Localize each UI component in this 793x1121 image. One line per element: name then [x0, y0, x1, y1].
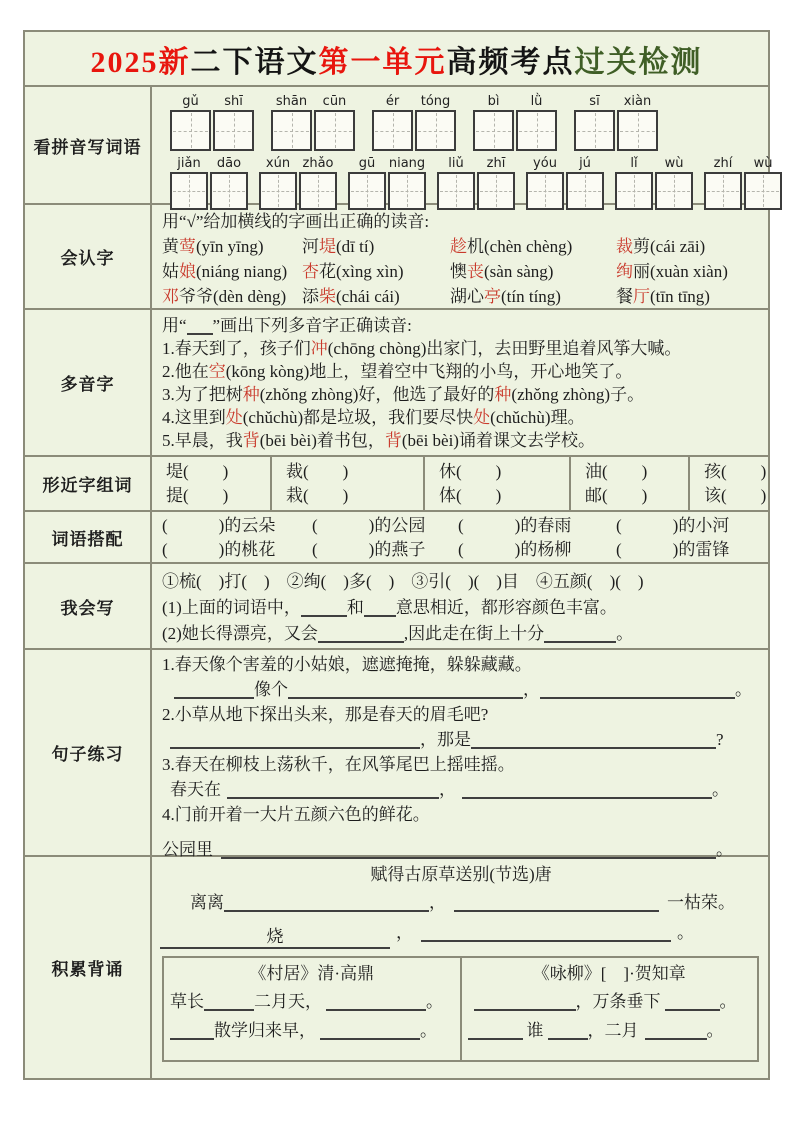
duoyin-sentence: 4.这里到处(chǔchù)都是垃圾，我们要尽快处(chǔchù)理。 — [162, 408, 585, 427]
pinyin-syllable: zhī — [486, 156, 506, 171]
answer-blank — [364, 599, 396, 617]
poem-cunju — [164, 958, 462, 1060]
pinyin-syllable: shī — [224, 94, 243, 109]
renzi-instruction: 用“√”给加横线的字画出正确的读音: — [162, 212, 430, 231]
pinyin-choice-item: 河堤(dī tí) — [302, 237, 375, 256]
dapei-row-2 — [162, 538, 768, 562]
pinyin-choice-item: 杏花(xìng xìn) — [302, 262, 404, 281]
page-title — [91, 37, 703, 81]
poem-title-cunju: 《村居》清·高鼎 — [249, 964, 375, 983]
pinyin-syllable: ér — [385, 94, 400, 109]
writing-box — [574, 110, 615, 151]
poem-line: 烧 ， 。 — [160, 918, 762, 948]
xingjin-pair: 裁( ) 栽( ) — [272, 457, 425, 510]
pinyin-choice-item: 湖心亭(tín tíng) — [450, 287, 561, 306]
writing-box — [271, 110, 312, 151]
section-label-duoyin: 多音字 — [25, 310, 152, 455]
answer-blank — [301, 599, 347, 617]
section-label-beisong: 积累背诵 — [25, 857, 152, 1078]
xingjin-pair: 孩( ) 该( ) — [704, 462, 767, 505]
poem-line: 谁 ，二月 。 — [468, 1016, 752, 1045]
pinyin-syllable: sī — [589, 94, 600, 109]
xingjin-pair: 休( ) 体( ) — [425, 457, 571, 510]
answer-blank — [174, 681, 254, 699]
pinyin-row-2 — [170, 155, 773, 210]
section-label-xie: 我会写 — [25, 564, 152, 648]
poem-line: 离离 ， 一枯荣。 — [190, 893, 735, 912]
poem-title-fudegucao: 赋得古原草送别(节选)唐 — [370, 865, 552, 884]
duoyin-sentence: 1.春天到了，孩子们冲(chōng chòng)出家门，去田野里追着风筝大喊。 — [162, 339, 682, 358]
pinyin-syllable: niang — [388, 156, 426, 171]
pinyin-choice-item: 姑娘(niáng niang) — [162, 262, 288, 281]
poems-subtable — [162, 956, 759, 1062]
xie-question-2: (2)她长得漂亮，又会 ,因此走在街上十分 。 — [162, 624, 634, 643]
answer-blank — [540, 681, 735, 699]
pinyin-syllable: lǐ — [630, 156, 638, 171]
answer-blank — [204, 993, 254, 1011]
answer-blank — [544, 625, 616, 643]
pinyin-syllable: xún — [265, 156, 291, 171]
pinyin-syllable: zhí — [713, 156, 733, 171]
section-similar-chars — [25, 457, 768, 512]
duoyin-sentence: 3.为了把树种(zhǒng zhòng)好，他选了最好的种(zhǒng zhòng)子。 — [162, 385, 645, 404]
pinyin-syllable: wù — [753, 156, 773, 171]
section-label-xingjin: 形近字组词 — [25, 457, 152, 510]
section-pinyin-writing — [25, 87, 773, 205]
section-recitation — [25, 857, 768, 1078]
answer-blank — [288, 681, 523, 699]
pinyin-choice-item: 裁剪(cái zāi) — [616, 237, 706, 256]
pinyin-syllable: dāo — [216, 156, 242, 171]
answer-blank — [224, 894, 429, 912]
section-label-renzi: 会认字 — [25, 205, 152, 308]
pinyin-syllable: shān — [275, 94, 308, 109]
pinyin-syllable: gǔ — [182, 94, 199, 109]
dapei-item: ( )的小河 — [616, 516, 730, 535]
writing-box — [170, 110, 211, 151]
answer-blank: 烧 — [160, 925, 390, 949]
worksheet-table — [23, 30, 773, 1080]
answer-blank — [462, 781, 712, 799]
pinyin-row-1 — [170, 93, 768, 151]
pinyin-choice-item: 餐厅(tīn tīng) — [616, 287, 710, 306]
writing-box — [213, 110, 254, 151]
writing-box — [372, 110, 413, 151]
section-label-pinyin: 看拼音写词语 — [25, 87, 152, 203]
xingjin-grid — [152, 457, 768, 510]
writing-box — [314, 110, 355, 151]
poem-line: ，万条垂下 。 — [468, 987, 752, 1016]
dapei-item: ( )的雷锋 — [616, 540, 730, 559]
answer-blank — [645, 1022, 707, 1040]
duoyin-sentence: 2.他在空(kōng kòng)地上，望着空中飞翔的小鸟，开心地笑了。 — [162, 362, 633, 381]
juzi-fill-2: ，那是 ? — [162, 727, 762, 753]
answer-blank — [187, 317, 213, 335]
answer-blank — [320, 1022, 420, 1040]
title-part-year: 2025新 — [90, 45, 191, 79]
juzi-fill-1: 像个 ， 。 — [162, 677, 762, 703]
title-part-unit: 第一单元 — [318, 45, 447, 79]
pinyin-syllable: gū — [358, 156, 376, 171]
pinyin-grid — [152, 87, 773, 210]
writing-box — [516, 110, 557, 151]
juzi-fill-4: 公园里 。 — [162, 840, 733, 859]
juzi-sentence-3: 3.春天在柳枝上荡秋千，在风筝尾巴上摇哇摇。 — [162, 755, 515, 774]
pinyin-syllable: tóng — [420, 94, 451, 109]
answer-blank — [665, 993, 720, 1011]
title-part-suffix: 过关检测 — [574, 45, 703, 79]
section-word-matching — [25, 512, 768, 564]
dapei-item: ( )的燕子 — [312, 540, 426, 559]
answer-blank — [471, 731, 716, 749]
pinyin-syllable: zhǎo — [302, 156, 334, 171]
pinyin-choice-item: 邓爷爷(dèn dèng) — [162, 287, 287, 306]
pinyin-syllable: liǔ — [448, 156, 464, 171]
duoyin-instruction: 用“ ”画出下列多音字正确读音: — [162, 316, 412, 335]
poem-line: 草长 二月天， 。 — [170, 992, 443, 1011]
answer-blank — [318, 625, 404, 643]
juzi-sentence-1: 1.春天像个害羞的小姑娘，遮遮掩掩，躲躲藏藏。 — [162, 655, 532, 674]
pinyin-choice-item: 懊丧(sàn sàng) — [450, 262, 554, 281]
xingjin-pair: 堤( ) 提( ) — [152, 457, 272, 510]
answer-blank — [326, 993, 426, 1011]
juzi-sentence-2: 2.小草从地下探出头来，那是春天的眉毛吧? — [162, 705, 489, 724]
section-label-juzi: 句子练习 — [25, 650, 152, 855]
answer-blank — [170, 1022, 214, 1040]
title-part-grade: 二下语文 — [190, 45, 319, 79]
renzi-items-grid — [162, 234, 762, 309]
poem-title-yongliu: 《咏柳》[ ]·贺知章 — [532, 964, 686, 983]
title-part-topic: 高频考点 — [446, 45, 575, 79]
pinyin-syllable: wù — [664, 156, 684, 171]
pinyin-syllable: cūn — [322, 94, 347, 109]
dapei-item: ( )的杨柳 — [458, 540, 572, 559]
section-i-can-write — [25, 564, 768, 650]
poem-line: 散学归来早， 。 — [170, 1016, 454, 1045]
section-sentence-practice — [25, 650, 768, 857]
duoyin-sentence: 5.早晨，我背(bēi bèi)着书包，背(bēi bèi)诵着课文去学校。 — [162, 431, 595, 450]
answer-blank — [227, 781, 439, 799]
dapei-item: ( )的云朵 — [162, 516, 276, 535]
xie-question-1: (1)上面的词语中， 和 意思相近，都形容颜色丰富。 — [162, 598, 617, 617]
pinyin-syllable: xiàn — [623, 94, 652, 109]
section-recognize-chars — [25, 205, 768, 310]
pinyin-syllable: jú — [579, 156, 591, 171]
pinyin-syllable: lǜ — [530, 94, 543, 109]
pinyin-syllable: bì — [487, 94, 500, 109]
answer-blank — [170, 731, 420, 749]
pinyin-choice-item: 添柴(chái cái) — [302, 287, 400, 306]
writing-box — [415, 110, 456, 151]
juzi-sentence-4: 4.门前开着一大片五颜六色的鲜花。 — [162, 805, 430, 824]
juzi-fill-3: 春天在 ， 。 — [170, 780, 729, 799]
section-polyphonic-chars — [25, 310, 768, 457]
pinyin-syllable: yóu — [533, 156, 557, 171]
answer-blank — [474, 993, 576, 1011]
xie-word-list: ①梳( )打( ) ②绚( )多( ) ③引( )( )目 ④五颜( )( ) — [162, 572, 644, 591]
pinyin-syllable: jiǎn — [177, 156, 201, 171]
dapei-item: ( )的桃花 — [162, 540, 276, 559]
dapei-item: ( )的春雨 — [458, 516, 572, 535]
dapei-item: ( )的公园 — [312, 516, 426, 535]
dapei-row-1 — [162, 514, 768, 538]
pinyin-choice-item: 黄莺(yīn yīng) — [162, 237, 264, 256]
writing-box — [617, 110, 658, 151]
xingjin-pair: 油( ) 邮( ) — [571, 457, 690, 510]
answer-blank — [468, 1022, 523, 1040]
writing-box — [473, 110, 514, 151]
answer-blank — [454, 894, 659, 912]
pinyin-choice-item: 绚丽(xuàn xiàn) — [616, 262, 728, 281]
answer-blank — [421, 924, 671, 942]
section-label-dapei: 词语搭配 — [25, 512, 152, 562]
poem-yongliu — [462, 958, 758, 1060]
pinyin-choice-item: 趁机(chèn chèng) — [450, 237, 573, 256]
worksheet-title-row — [25, 32, 768, 87]
answer-blank — [548, 1022, 588, 1040]
